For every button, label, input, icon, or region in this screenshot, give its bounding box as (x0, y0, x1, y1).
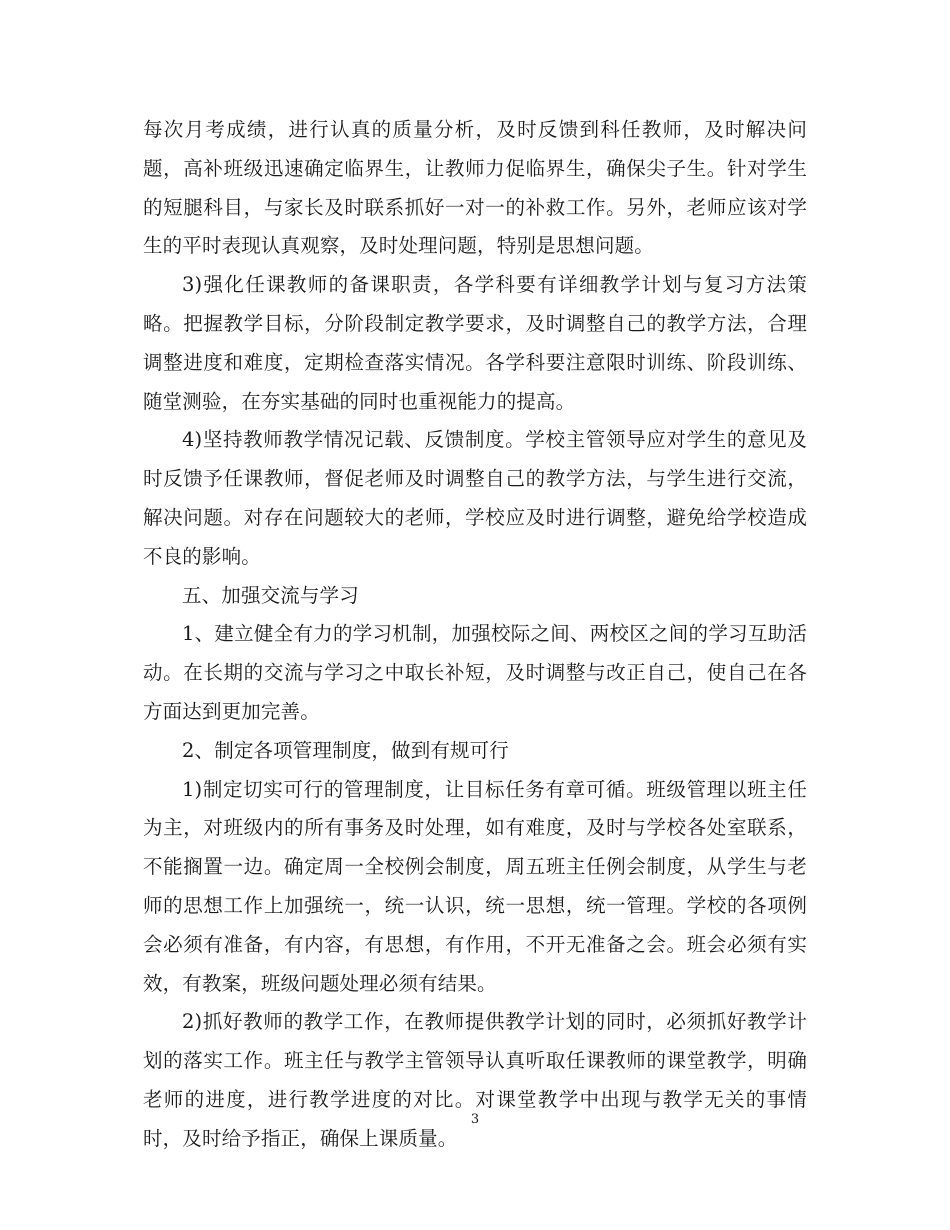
subheading-2: 2、制定各项管理制度，做到有规可行 (182, 738, 509, 762)
paragraph-1: 每次月考成绩，进行认真的质量分析，及时反馈到科任教师，及时解决问题，高补班级迅速确定临界生，让教师力促临界生，确保尖子生。针对学生的短腿科目，与家长及时联系抓好一对一的补救工作。另外，老师应该对学生的平时表现认真观察，及时处理问题，特别是思想问题。 (143, 118, 807, 258)
paragraph-3: 4)坚持教师教学情况记载、反馈制度。学校主管领导应对学生的意见及时反馈予任课教师，督促老师及时调整自己的教学方法，与学生进行交流，解决问题。对存在问题较大的老师，学校应及时进行调整，避免给学校造成不良的影响。 (143, 428, 807, 568)
document-body (143, 111, 807, 1159)
paragraph-8: 2)抓好教师的教学工作，在教师提供教学计划的同时，必须抓好教学计划的落实工作。班主任与教学主管领导认真听取任课教师的课堂教学，明确老师的进度，进行教学进度的对比。对课堂教学中出现与教学无关的事情时，及时给予指正，确保上课质量。 (143, 1010, 807, 1150)
paragraph-7: 1)制定切实可行的管理制度，让目标任务有章可循。班级管理以班主任为主，对班级内的所有事务及时处理，如有难度，及时与学校各处室联系，不能搁置一边。确定周一全校例会制度，周五班主任例会制度，从学生与老师的思想工作上加强统一，统一认识，统一思想，统一管理。学校的各项例会必须有准备，有内容，有思想，有作用，不开无准备之会。班会必须有实效，有教案，班级问题处理必须有结果。 (143, 777, 807, 995)
paragraph-2: 3)强化任课教师的备课职责，各学科要有详细教学计划与复习方法策略。把握教学目标，分阶段制定教学要求，及时调整自己的教学方法，合理调整进度和难度，定期检查落实情况。各学科要注意限时训练、阶段训练、随堂测验，在夯实基础的同时也重视能力的提高。 (143, 273, 807, 413)
section-heading-5: 五、加强交流与学习 (182, 583, 359, 607)
paragraph-5: 1、建立健全有力的学习机制，加强校际之间、两校区之间的学习互助活动。在长期的交流与学习之中取长补短，及时调整与改正自己，使自己在各方面达到更加完善。 (143, 622, 807, 723)
page-number: 3 (470, 1112, 480, 1127)
